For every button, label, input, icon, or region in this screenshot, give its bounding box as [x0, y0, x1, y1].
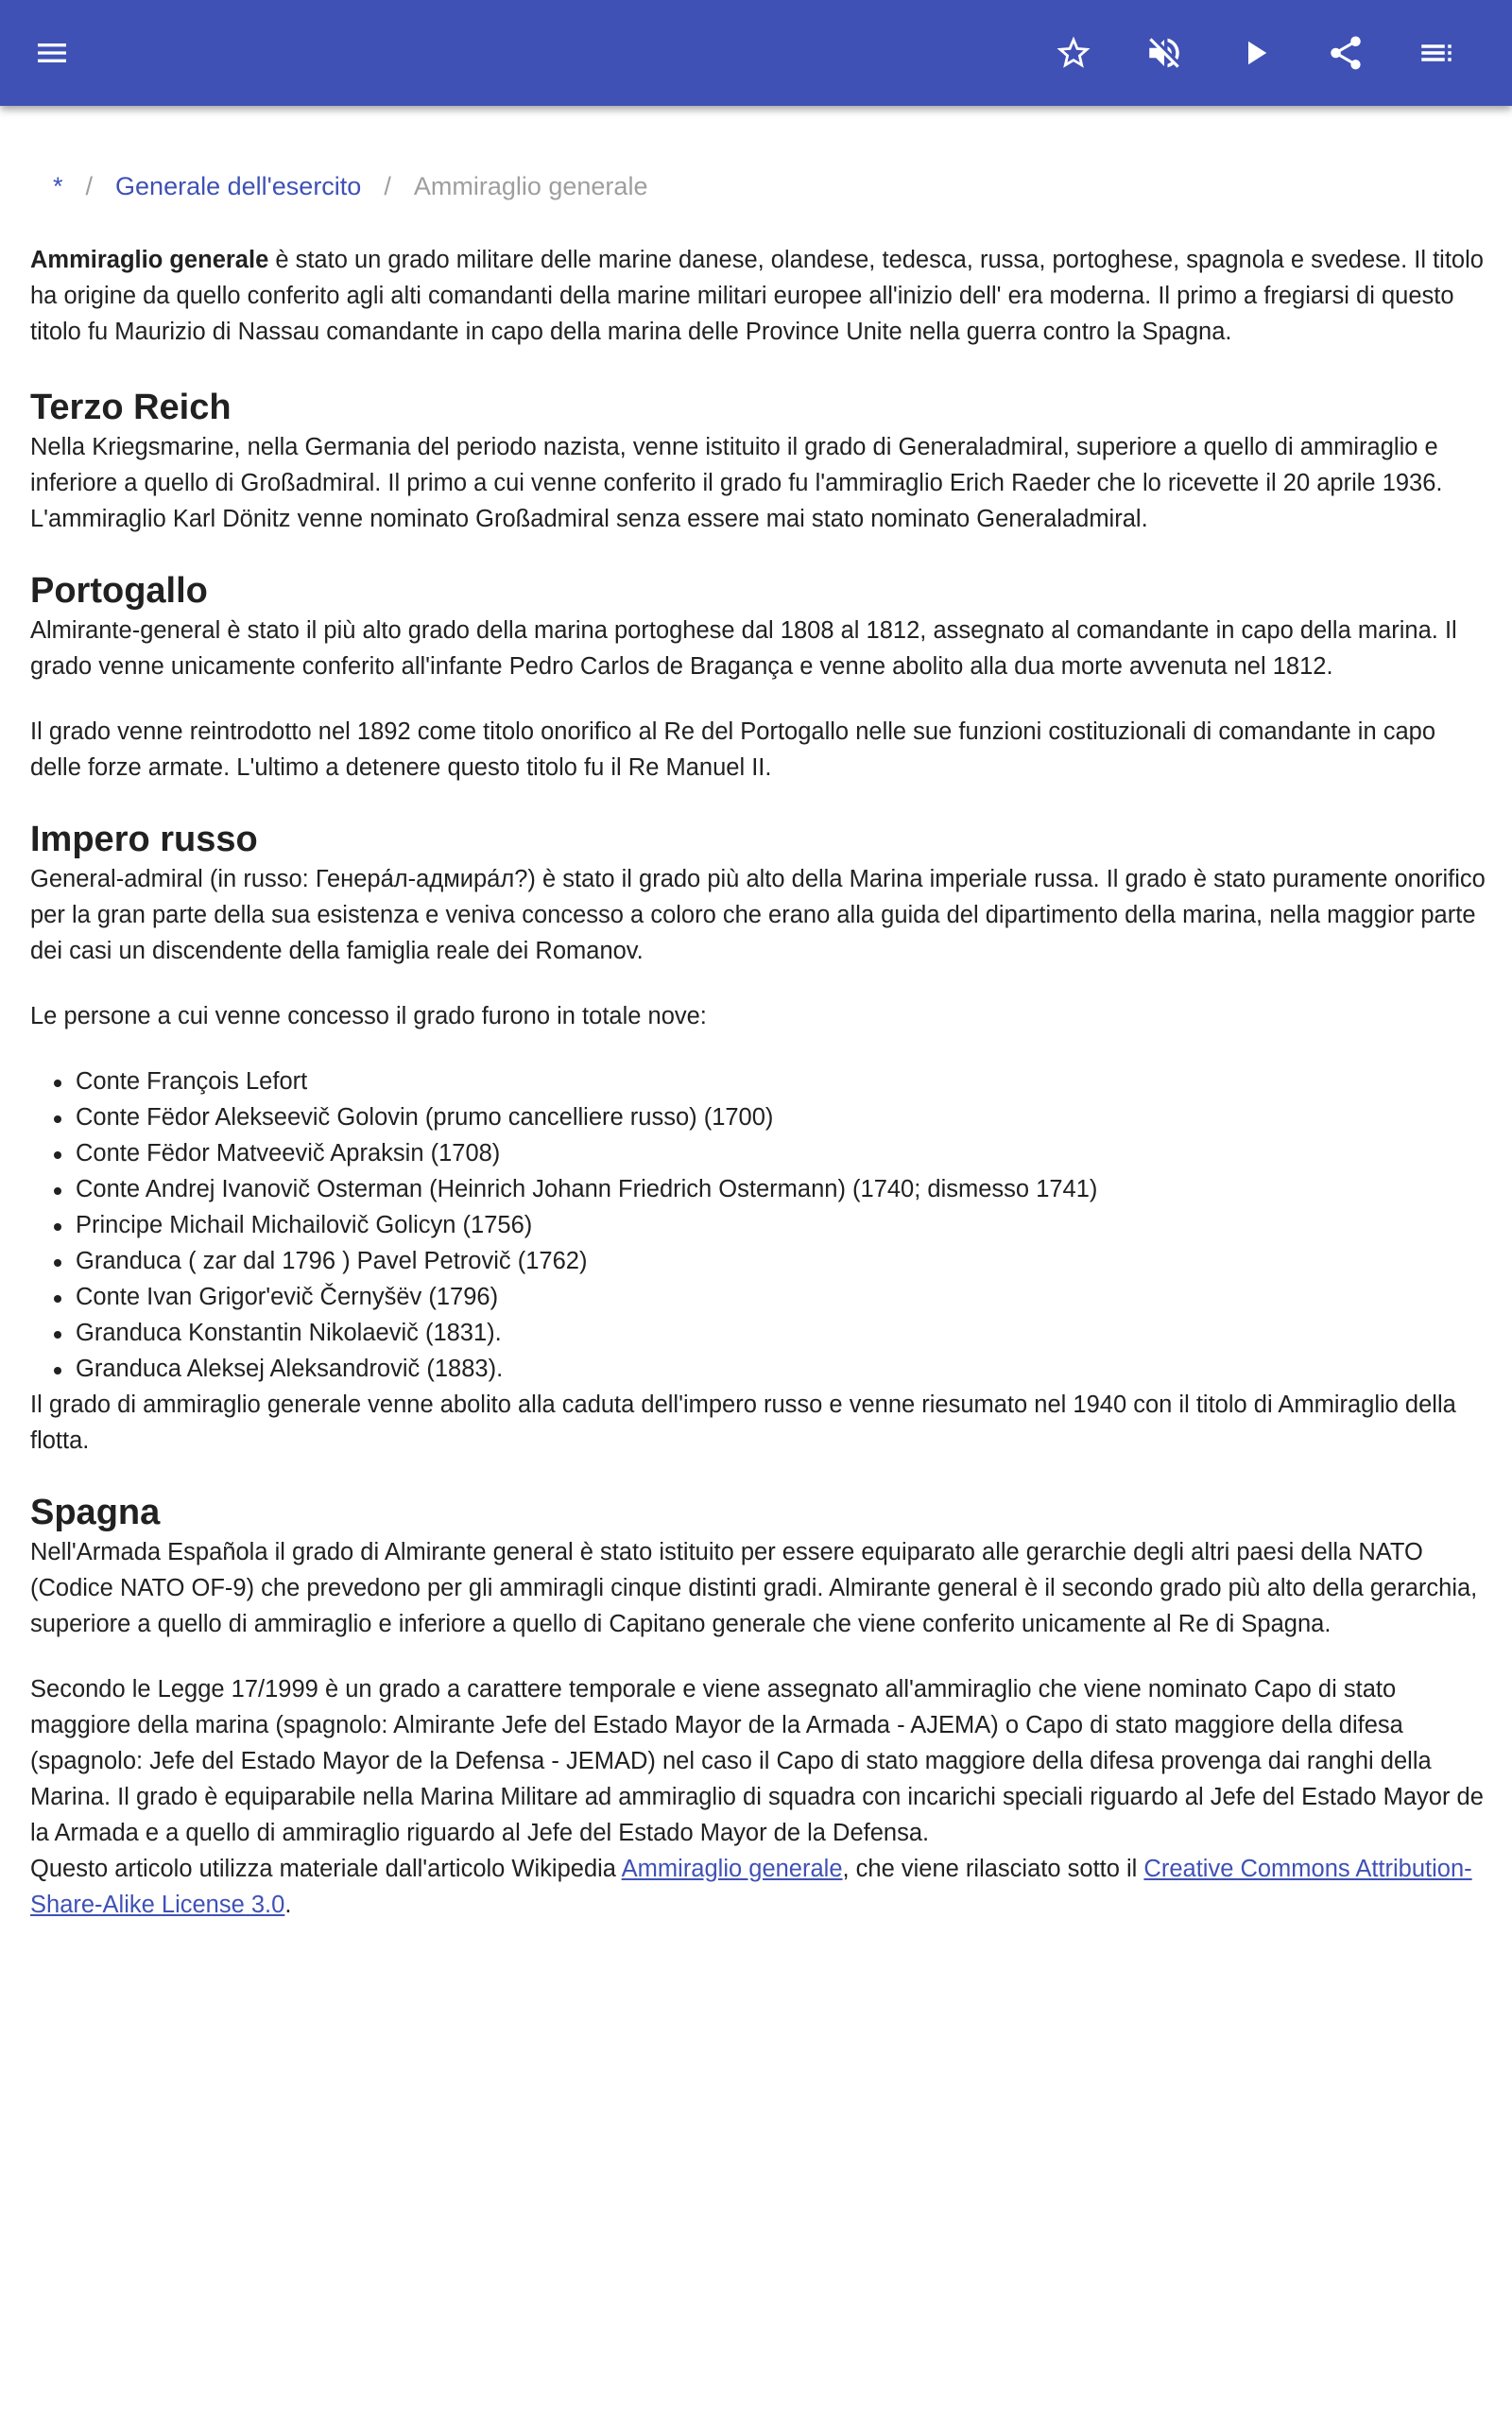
list-item: Conte Andrej Ivanovič Osterman (Heinrich Johann Friedrich Ostermann) (1740; dismesso 1741): [30, 1171, 1486, 1207]
app-bar: [0, 0, 1512, 106]
list-item: Conte François Lefort: [30, 1063, 1486, 1099]
list-item: Conte Fëdor Matveevič Apraksin (1708): [30, 1135, 1486, 1171]
section-heading: Spagna: [30, 1493, 161, 1532]
section-spagna: [30, 1491, 1486, 1851]
toc-button[interactable]: [1410, 26, 1463, 79]
play-icon: [1235, 33, 1275, 73]
list-item: Granduca Konstantin Nikolaevič (1831).: [30, 1315, 1486, 1351]
section-heading: Impero russo: [30, 820, 258, 859]
section-paragraph: Le persone a cui venne concesso il grado furono in totale nove:: [30, 1003, 707, 1029]
breadcrumb-home-link[interactable]: *: [53, 172, 63, 200]
section-impero-russo: [30, 818, 1486, 1459]
attribution-note: [30, 1851, 1486, 1923]
attribution-suffix: .: [284, 1892, 292, 1918]
breadcrumb: [53, 168, 647, 204]
section-paragraph: Nella Kriegsmarine, nella Germania del periodo nazista, venne istituito il grado di Generaladmiral, superiore a quello di ammiraglio e inferiore a quello di Großadmiral. Il primo a cui venne conferito il grado fu l'ammiraglio Erich Raeder che lo ricevette il 20 aprile 1936. L'ammiraglio Karl Dönitz venne nominato Großadmiral senza essere mai stato nominato Generaladmiral.: [30, 434, 1443, 532]
list-item: Conte Fëdor Alekseevič Golovin (prumo cancelliere russo) (1700): [30, 1099, 1486, 1135]
section-paragraph: Secondo le Legge 17/1999 è un grado a carattere temporale e viene assegnato all'ammiraglio che viene nominato Capo di stato maggiore della marina (spagnolo: Almirante Jefe del Estado Mayor de la Armada - AJEMA) o Capo di stato maggiore della difesa (spagnolo: Jefe del Estado Mayor de la Defensa - JEMAD) nel caso il Capo di stato maggiore della difesa provenga dai ranghi della Marina. Il grado è equiparabile nella Marina Militare ad ammiraglio di squadra con incarichi speciali riguardo al Jefe del Estado Mayor de la Armada e a quello di ammiraglio riguardo al Jefe del Estado Mayor de la Defensa.: [30, 1676, 1484, 1846]
article-body: [30, 242, 1486, 1952]
breadcrumb-separator: /: [85, 172, 94, 200]
holders-list: [30, 1063, 1486, 1387]
section-paragraph: Il grado venne reintrodotto nel 1892 come titolo onorifico al Re del Portogallo nelle sue funzioni costituzionali di comandante in capo delle forze armate. L'ultimo a detenere questo titolo fu il Re Manuel II.: [30, 718, 1436, 781]
menu-button[interactable]: [26, 26, 78, 79]
section-paragraph: General-admiral (in russo: Генера́л-адмира́л?) è stato il grado più alto della Marina imperiale russa. Il grado è stato puramente onorifico per la gran parte della sua esistenza e veniva concesso a coloro che erano alla guida del dipartimento della marina, nella maggior parte dei casi un discendente della famiglia reale dei Romanov.: [30, 866, 1486, 964]
star-outline-icon: [1054, 33, 1093, 73]
section-paragraph: Nell'Armada Española il grado di Almirante general è stato istituito per essere equiparato alle gerarchie degli altri paesi della NATO (Codice NATO OF-9) che prevedono per gli ammiragli cinque distinti gradi. Almirante general è il secondo grado più alto della gerarchia, superiore a quello di ammiraglio e inferiore a quello di Capitano generale che viene conferito unicamente al Re di Spagna.: [30, 1539, 1478, 1637]
list-item: Conte Ivan Grigor'evič Černyšëv (1796): [30, 1279, 1486, 1315]
favorite-button[interactable]: [1047, 26, 1100, 79]
section-paragraph: Almirante-general è stato il più alto grado della marina portoghese dal 1808 al 1812, assegnato al comandante in capo della marina. Il grado venne unicamente conferito all'infante Pedro Carlos de Bragança e venne abolito alla dua morte avvenuta nel 1812.: [30, 617, 1457, 680]
playlist-icon: [1417, 33, 1456, 73]
wikipedia-article-link[interactable]: Ammiraglio generale: [621, 1856, 843, 1882]
volume-off-icon: [1144, 33, 1184, 73]
attribution-prefix: Questo articolo utilizza materiale dall'articolo Wikipedia: [30, 1856, 622, 1882]
section-heading: Terzo Reich: [30, 388, 232, 427]
section-portogallo: [30, 569, 1486, 786]
section-terzo-reich: [30, 386, 1486, 537]
breadcrumb-current: Ammiraglio generale: [413, 172, 648, 200]
menu-icon: [33, 34, 71, 72]
share-button[interactable]: [1319, 26, 1372, 79]
section-heading: Portogallo: [30, 571, 208, 611]
breadcrumb-parent-link[interactable]: Generale dell'esercito: [115, 172, 362, 200]
intro-text: è stato un grado militare delle marine danese, olandese, tedesca, russa, portoghese, spagnola e svedese. Il titolo ha origine da quello conferito agli alti comandanti della marine militari europee all'inizio dell' era moderna. Il primo a fregiarsi di questo titolo fu Maurizio di Nassau comandante in capo della marina delle Province Unite nella guerra contro la Spagna.: [30, 247, 1484, 345]
license-link[interactable]: Creative Commons Attribution-Share-Alike License 3.0: [30, 1856, 1472, 1918]
breadcrumb-separator: /: [384, 172, 391, 200]
play-button[interactable]: [1228, 26, 1281, 79]
attribution-middle: , che viene rilasciato sotto il: [842, 1856, 1144, 1882]
intro-paragraph: [30, 242, 1486, 350]
list-item: Principe Michail Michailovič Golicyn (1756): [30, 1207, 1486, 1243]
section-paragraph: Il grado di ammiraglio generale venne abolito alla caduta dell'impero russo e venne riesumato nel 1940 con il titolo di Ammiraglio della flotta.: [30, 1392, 1456, 1454]
list-item: Granduca ( zar dal 1796 ) Pavel Petrovič (1762): [30, 1243, 1486, 1279]
mute-button[interactable]: [1138, 26, 1191, 79]
share-icon: [1326, 33, 1366, 73]
intro-term: Ammiraglio generale: [30, 247, 269, 273]
list-item: Granduca Aleksej Aleksandrovič (1883).: [30, 1351, 1486, 1387]
